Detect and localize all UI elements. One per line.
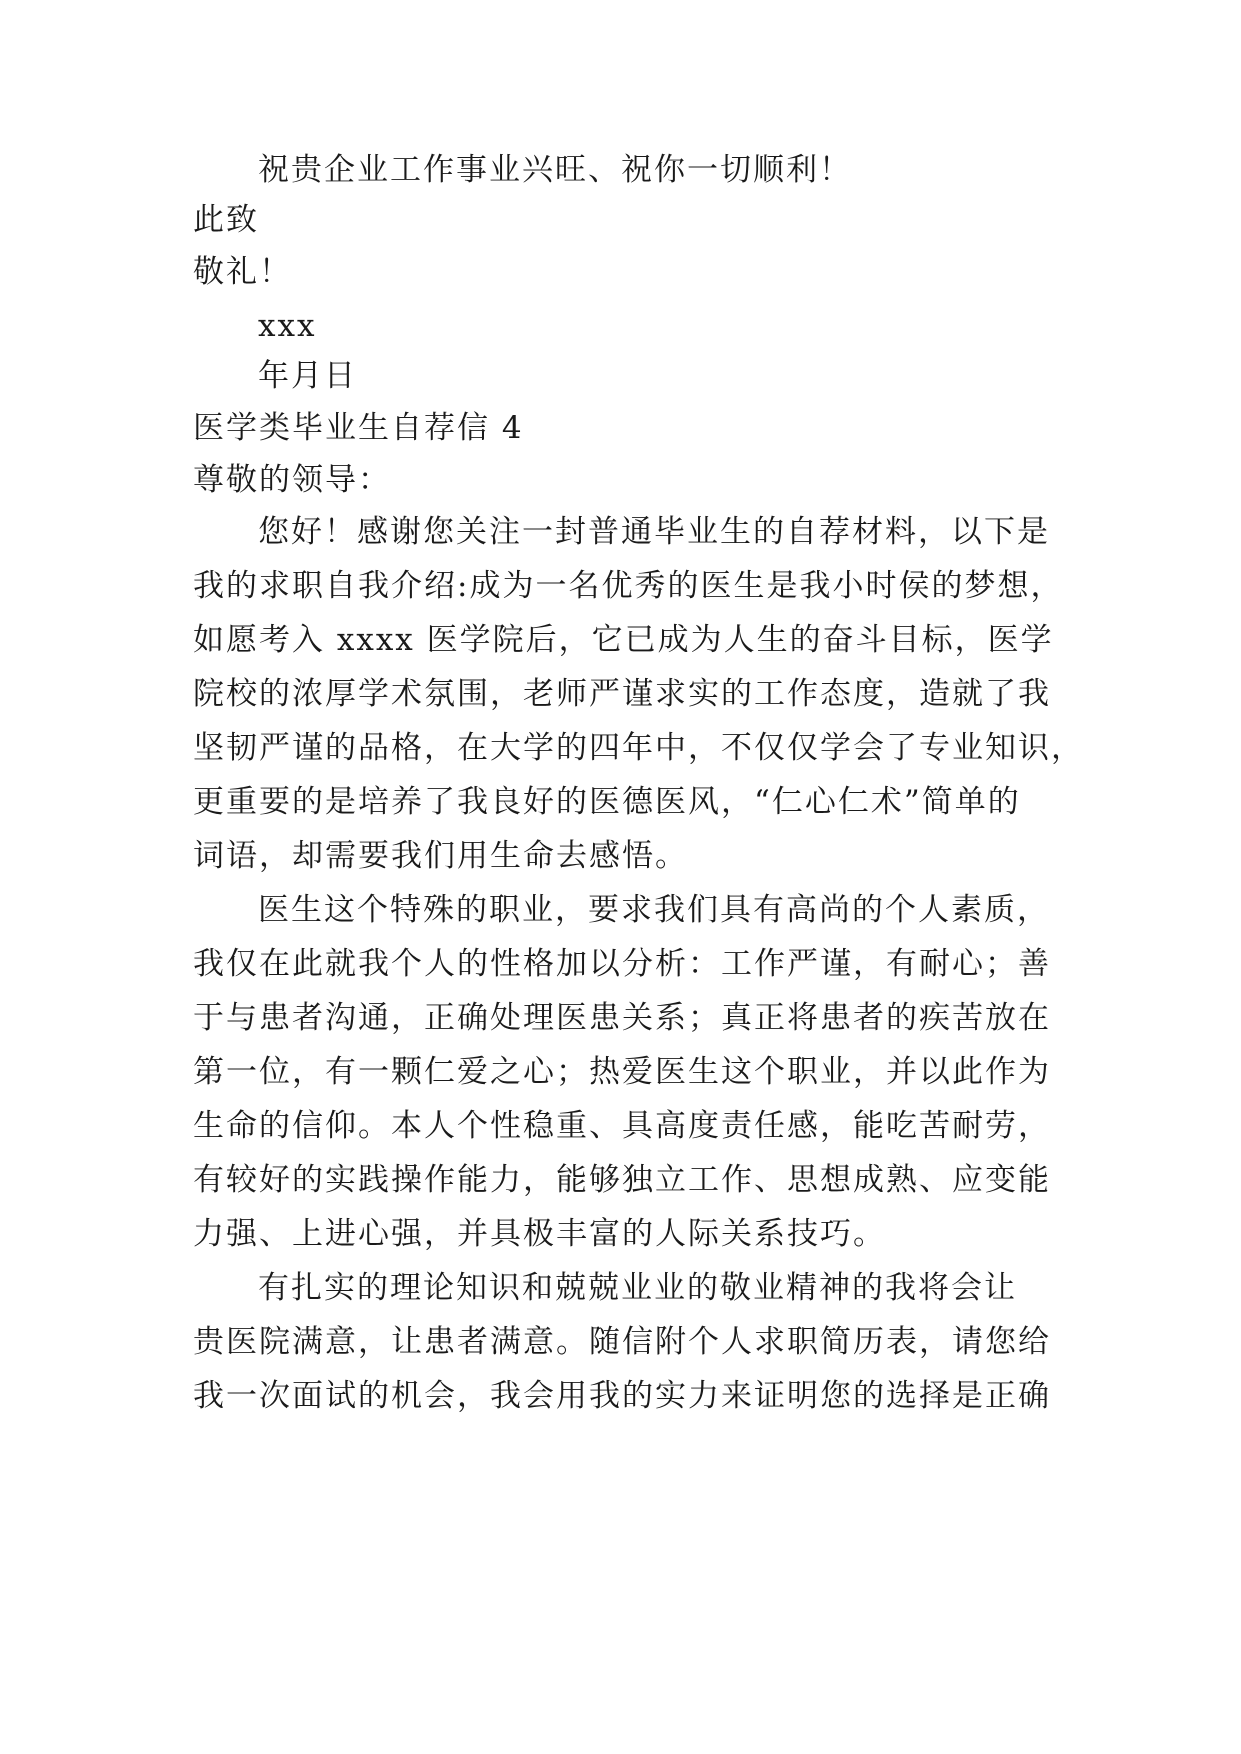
paragraph-3-line-3: 我一次面试的机会，我会用我的实力来证明您的选择是正确 xyxy=(193,1378,1051,1414)
paragraph-1-line-4: 院校的浓厚学术氛围，老师严谨求实的工作态度，造就了我 xyxy=(193,676,1051,712)
paragraph-1-line-5: 坚韧严谨的品格，在大学的四年中，不仅仅学会了专业知识， xyxy=(193,730,1084,766)
paragraph-1-line-6: 更重要的是培养了我良好的医德医风，“仁心仁术”简单的 xyxy=(193,784,1021,820)
paragraph-2-line-4: 第一位，有一颗仁爱之心；热爱医生这个职业，并以此作为 xyxy=(193,1054,1051,1090)
letter-title: 医学类毕业生自荐信 4 xyxy=(193,410,524,446)
date-line: 年月日 xyxy=(258,358,357,394)
paragraph-2-line-3: 于与患者沟通，正确处理医患关系；真正将患者的疾苦放在 xyxy=(193,1000,1051,1036)
paragraph-2-line-6: 有较好的实践操作能力，能够独立工作、思想成熟、应变能 xyxy=(193,1162,1051,1198)
paragraph-2-line-7: 力强、上进心强，并具极丰富的人际关系技巧。 xyxy=(193,1216,886,1252)
paragraph-1-line-7: 词语，却需要我们用生命去感悟。 xyxy=(193,838,688,874)
signature: xxx xyxy=(258,308,317,344)
paragraph-1-line-1: 您好！感谢您关注一封普通毕业生的自荐材料，以下是 xyxy=(258,514,1050,550)
paragraph-2-line-5: 生命的信仰。本人个性稳重、具高度责任感，能吃苦耐劳， xyxy=(193,1108,1051,1144)
paragraph-1-line-2: 我的求职自我介绍:成为一名优秀的医生是我小时侯的梦想， xyxy=(193,568,1064,604)
paragraph-2-line-2: 我仅在此就我个人的性格加以分析：工作严谨，有耐心；善 xyxy=(193,946,1051,982)
closing-salutation-1: 此致 xyxy=(193,202,259,238)
letter-greeting: 尊敬的领导： xyxy=(193,462,391,498)
paragraph-2-line-1: 医生这个特殊的职业，要求我们具有高尚的个人素质， xyxy=(258,892,1050,928)
paragraph-1-line-3: 如愿考入 xxxx 医学院后，它已成为人生的奋斗目标，医学 xyxy=(193,622,1054,658)
paragraph-3-line-1: 有扎实的理论知识和兢兢业业的敬业精神的我将会让 xyxy=(258,1270,1017,1306)
closing-salutation-2: 敬礼！ xyxy=(193,254,292,290)
paragraph-3-line-2: 贵医院满意，让患者满意。随信附个人求职简历表，请您给 xyxy=(193,1324,1051,1360)
closing-wish: 祝贵企业工作事业兴旺、祝你一切顺利！ xyxy=(258,152,852,188)
